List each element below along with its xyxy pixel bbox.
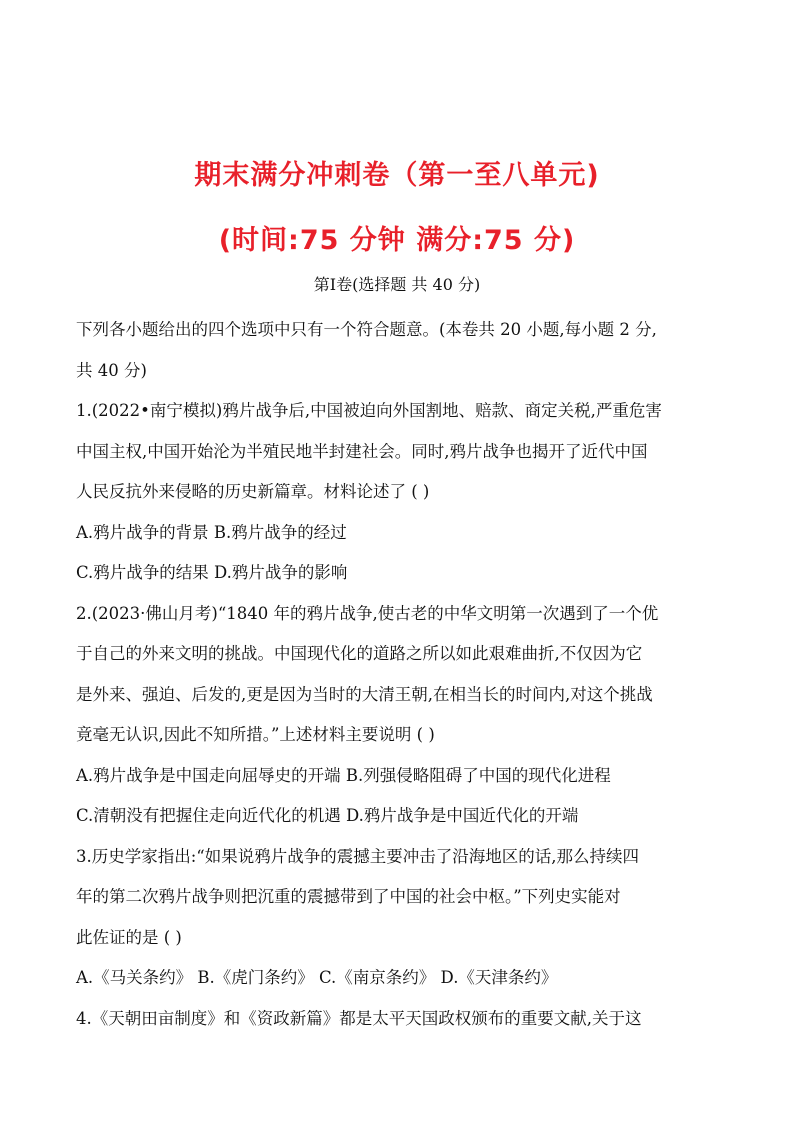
question-1-stem: 人民反抗外来侵略的历史新篇章。材料论述了 ( ) <box>76 482 430 501</box>
section-heading: 第Ⅰ卷(选择题 共 40 分) <box>313 275 481 294</box>
question-2-stem: 是外来、强迫、后发的,更是因为当时的大清王朝,在相当长的时间内,对这个挑战 <box>76 684 653 704</box>
question-1-options: C.鸦片战争的结果 D.鸦片战争的影响 <box>76 563 348 582</box>
instructions-line: 下列各小题给出的四个选项中只有一个符合题意。(本卷共 20 小题,每小题 2 分, <box>76 320 657 339</box>
question-2-options: A.鸦片战争是中国走向屈辱史的开端 B.列强侵略阻碍了中国的现代化进程 <box>76 765 611 785</box>
question-3-stem: 此佐证的是 ( ) <box>76 927 182 947</box>
question-3-stem: 3.历史学家指出:“如果说鸦片战争的震撼主要冲击了沿海地区的话,那么持续四 <box>76 846 639 866</box>
question-3-stem: 年的第二次鸦片战争则把沉重的震撼带到了中国的社会中枢。”下列史实能对 <box>76 887 621 906</box>
question-2-stem: 2.(2023·佛山月考)“1840 年的鸦片战争,使古老的中华文明第一次遇到了一个优 <box>76 603 659 623</box>
question-body <box>76 310 721 1039</box>
question-4-stem: 4.《天朝田亩制度》和《资政新篇》都是太平天国政权颁布的重要文献,关于这 <box>76 1008 642 1028</box>
exam-title: 期末满分冲刺卷（第一至八单元) <box>194 160 600 191</box>
question-1-stem: 1.(2022•南宁模拟)鸦片战争后,中国被迫向外国割地、赔款、商定关税,严重危害 <box>76 401 662 420</box>
question-3-options: A.《马关条约》 B.《虎门条约》 C.《南京条约》 D.《天津条约》 <box>76 968 558 987</box>
question-2-options: C.清朝没有把握住走向近代化的机遇 D.鸦片战争是中国近代化的开端 <box>76 806 579 825</box>
exam-time-score: (时间:75 分钟 满分:75 分) <box>218 225 576 256</box>
instructions-line: 共 40 分) <box>76 360 147 380</box>
question-2-stem: 于自己的外来文明的挑战。中国现代化的道路之所以如此艰难曲折,不仅因为它 <box>76 644 643 663</box>
question-1-options: A.鸦片战争的背景 B.鸦片战争的经过 <box>76 522 347 542</box>
question-2-stem: 竟毫无认识,因此不知所措。”上述材料主要说明 ( ) <box>76 725 435 744</box>
question-1-stem: 中国主权,中国开始沦为半殖民地半封建社会。同时,鸦片战争也揭开了近代中国 <box>76 441 648 461</box>
